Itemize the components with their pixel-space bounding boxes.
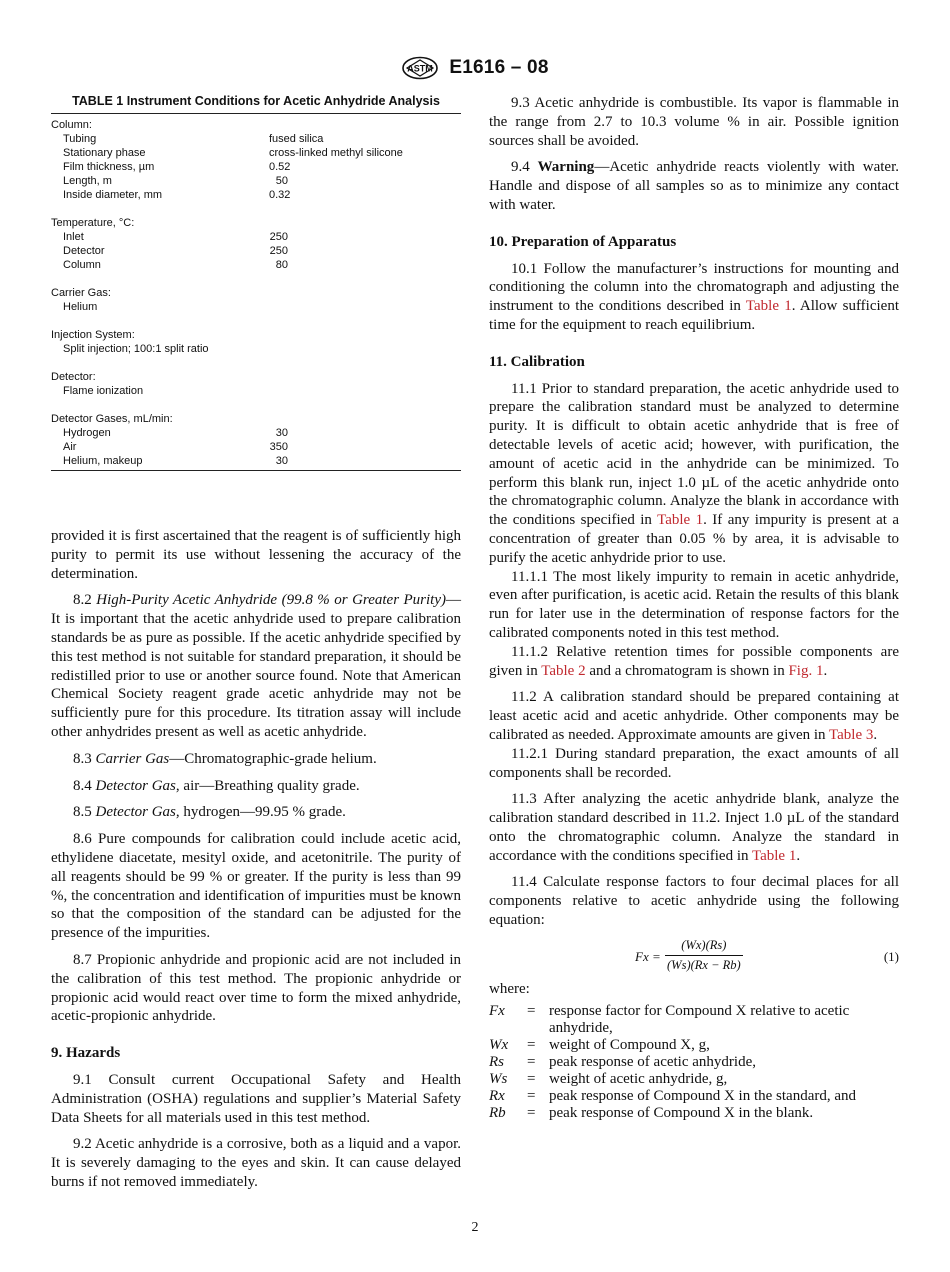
paragraph-11-3: 11.3 After analyzing the acetic anhydride blank, analyze the calibration standard described in 11.2. Inject 1.0 µL of the standard onto the chromatographic column. Analyze the standard in accordance with the conditions specified in Table 1.	[489, 791, 899, 864]
table-row	[51, 440, 461, 454]
table-row	[51, 300, 461, 314]
variable-definition: Rx = peak response of Compound X in the standard, and	[489, 1088, 899, 1105]
table-row-label: Film thickness, µm	[63, 161, 155, 173]
table-row	[51, 454, 461, 468]
table-row-value: 350	[269, 441, 288, 453]
table-row	[51, 188, 461, 202]
table-group	[51, 328, 461, 356]
table-row-label: Split injection; 100:1 split ratio	[63, 343, 209, 355]
paragraph-11-4: 11.4 Calculate response factors to four decimal places for all components relative to acetic anhydride using the following equation:	[489, 874, 899, 929]
variable-definition: Rs = peak response of acetic anhydride,	[489, 1054, 899, 1071]
variable-description: weight of acetic anhydride, g,	[549, 1070, 728, 1087]
table-1-link[interactable]: Table 1	[745, 298, 792, 315]
astm-logo-icon	[401, 56, 439, 80]
table-row-value: cross-linked methyl silicone	[269, 147, 403, 159]
paragraph-8-6: 8.6 Pure compounds for calibration could include acetic acid, ethylidene diacetate, mesityl oxide, and acetonitrile. The purity of all reagents should be 99 % or greater. If the purity is less than 99 %, the concentration and identification of impurities must be known so that the composition of the standard can be adjusted for the presence of the impurities.	[51, 831, 461, 942]
variable-description: peak response of acetic anhydride,	[549, 1053, 756, 1070]
table-group-heading: Temperature, °C:	[51, 217, 135, 229]
table-body	[51, 114, 461, 471]
table-row-label: Length, m	[63, 175, 112, 187]
table-group-heading: Column:	[51, 119, 92, 131]
variable-symbol: Rb	[489, 1104, 506, 1121]
instrument-conditions-table	[51, 94, 461, 471]
table-group	[51, 412, 461, 468]
table-row-value: 0.52	[269, 161, 291, 173]
table-1-link[interactable]: Table 1	[657, 512, 704, 529]
variable-symbol: Rx	[489, 1087, 505, 1104]
equation-lhs: Fx =	[635, 948, 661, 964]
table-row-label: Helium	[63, 301, 98, 313]
paragraph-11-1: 11.1 Prior to standard preparation, the acetic anhydride used to prepare the calibration standard must be analyzed to determine purity. It is difficult to obtain acetic anhydride that is free of detectable levels of acetic acid; however, with purification, the amount of acetic acid in the anhydride can be minimized. To perform this blank run, inject 1.0 µL of the acetic anhydride onto the chromatographic column. Analyze the blank in accordance with the conditions specified in Table 1. If any impurity is present at a concentration of greater than 0.05 % by area, it is advisable to purify the acetic anhydride prior to use.	[489, 380, 899, 566]
variable-definition: Ws = weight of acetic anhydride, g,	[489, 1071, 899, 1088]
table-row-value: 250	[269, 245, 288, 257]
paragraph-8-3: 8.3 Carrier Gas—Chromatographic-grade helium.	[73, 750, 377, 767]
page-header	[0, 56, 950, 80]
paragraph-8-7: 8.7 Propionic anhydride and propionic acid are not included in the calibration of this test method. The propionic anhydride or propionic acid would react over time to form the mixed anhydride, acetic-propionic anhydride.	[51, 951, 461, 1025]
variable-symbol: Fx	[489, 1002, 505, 1019]
table-1-link[interactable]: Table 1	[751, 847, 797, 864]
table-row-label: Stationary phase	[63, 147, 146, 159]
section-heading-hazards: 9. Hazards	[51, 1045, 121, 1062]
left-column	[51, 527, 461, 1192]
table-row-label: Inlet	[63, 231, 84, 243]
table-3-link[interactable]: Table 3	[829, 726, 874, 743]
table-row-label: Tubing	[63, 133, 97, 145]
table-title: TABLE 1 Instrument Conditions for Acetic Anhydride Analysis	[51, 94, 461, 114]
table-row-value: 80	[275, 259, 288, 271]
paragraph-8-2: 8.2 High-Purity Acetic Anhydride (99.8 % or Greater Purity)—It is important that the acetic anhydride used to prepare calibration standards be as pure as possible. If the acetic anhydride specified by this test method is not suitable for standard preparation, it should be redistilled prior to use or another source found. Note that American Chemical Society reagent grade acetic anhydride may not be sufficiently pure for this procedure. Its titration assay will include other anhydrides present as well as acetic anhydride.	[51, 592, 461, 740]
paragraph-9-3: 9.3 Acetic anhydride is combustible. Its vapor is flammable in the range from 2.7 to 10.3 volume % in air. Possible ignition sources shall be avoided.	[489, 95, 899, 149]
table-row-label: Detector	[63, 245, 105, 257]
paragraph-11-1-2: 11.1.2 Relative retention times for possible components are given in Table 2 and a chromatogram is shown in Fig. 1.	[489, 643, 899, 679]
variable-description: peak response of Compound X in the blank.	[549, 1104, 814, 1121]
table-row	[51, 384, 461, 398]
table-row-value	[269, 384, 461, 398]
table-row-label: Flame ionization	[63, 385, 144, 397]
table-row-label: Hydrogen	[63, 427, 111, 439]
table-row	[51, 146, 461, 160]
table-row	[51, 426, 461, 440]
table-row	[51, 244, 461, 258]
paragraph-8-5: 8.5 Detector Gas, hydrogen—99.95 % grade.	[73, 804, 346, 821]
paragraph-11-2: 11.2 A calibration standard should be prepared containing at least acetic acid and acetic anhydride. Other components may be calibrated as needed. Approximate amounts are given in Table 3.	[489, 689, 899, 743]
table-row-label: Air	[63, 441, 77, 453]
table-row-label: Helium, makeup	[63, 455, 143, 467]
table-row-label: Column	[63, 259, 101, 271]
table-row	[51, 342, 461, 356]
section-heading-preparation: 10. Preparation of Apparatus	[489, 233, 677, 250]
figure-1-link[interactable]: Fig. 1	[788, 662, 824, 679]
paragraph-10-1: 10.1 Follow the manufacturer’s instructions for mounting and conditioning the column into the chromatograph and adjusting the instrument to the conditions described in Table 1. Allow sufficient time for the equipment to reach equilibrium.	[489, 260, 899, 333]
equation-numerator: (Wx)(Rs)	[665, 936, 743, 956]
table-row-value	[269, 342, 461, 356]
variable-description: weight of Compound X, g,	[549, 1036, 710, 1053]
document-designation: E1616 – 08	[449, 57, 549, 78]
table-row-value	[269, 300, 461, 314]
variable-symbol: Ws	[489, 1070, 508, 1087]
paragraph-continuation: provided it is first ascertained that the reagent is of sufficiently high purity to permit its use without lessening the accuracy of the determination.	[51, 528, 461, 582]
equation-denominator: (Ws)(Rx − Rb)	[667, 957, 741, 972]
table-group-heading: Detector:	[51, 371, 96, 383]
table-row-value: 250	[269, 231, 288, 243]
table-2-link[interactable]: Table 2	[541, 662, 586, 679]
paragraph-11-1-1: 11.1.1 The most likely impurity to remain in acetic anhydride, even after purification, is acetic acid. Retain the results of this blank run for later use in the determination of response factors for the calibrated components noted in this test method.	[489, 568, 899, 641]
table-row-value: 50	[275, 175, 288, 187]
variable-symbol: Wx	[489, 1036, 509, 1053]
svg-text:ASTM: ASTM	[407, 63, 434, 74]
table-group	[51, 216, 461, 272]
table-row-value: 0.32	[269, 189, 291, 201]
table-row-value: 30	[275, 427, 288, 439]
right-column	[489, 94, 899, 1122]
paragraph-9-4: 9.4 Warning—Acetic anhydride reacts violently with water. Handle and dispose of all samples so as to minimize any contact with water.	[489, 159, 899, 213]
variable-symbol: Rs	[489, 1053, 504, 1070]
response-factor-equation	[489, 936, 899, 980]
table-row	[51, 258, 461, 272]
variable-definition: Rb = peak response of Compound X in the blank.	[489, 1105, 899, 1122]
variable-definitions	[489, 1003, 899, 1122]
table-group-heading: Carrier Gas:	[51, 287, 111, 299]
table-group	[51, 286, 461, 314]
paragraph-11-2-1: 11.2.1 During standard preparation, the exact amounts of all components shall be recorded.	[489, 745, 899, 781]
table-row	[51, 160, 461, 174]
page-number: 2	[471, 1220, 479, 1235]
table-group-heading: Injection System:	[51, 329, 135, 341]
table-row-value: 30	[275, 455, 288, 467]
variable-description: peak response of Compound X in the standard, and	[549, 1087, 857, 1104]
variable-definition: Wx = weight of Compound X, g,	[489, 1037, 899, 1054]
section-heading-calibration: 11. Calibration	[489, 353, 585, 370]
equation-fraction	[665, 936, 743, 975]
variable-description: response factor for Compound X relative to acetic anhydride,	[549, 1002, 850, 1036]
table-row	[51, 230, 461, 244]
table-group-heading: Detector Gases, mL/min:	[51, 413, 173, 425]
variable-definition: Fx = response factor for Compound X relative to acetic anhydride,	[489, 1003, 899, 1037]
table-row	[51, 132, 461, 146]
paragraph-9-1: 9.1 Consult current Occupational Safety and Health Administration (OSHA) regulations and supplier’s Material Safety Data Sheets for all materials used in this test method.	[51, 1071, 461, 1126]
paragraph-9-2: 9.2 Acetic anhydride is a corrosive, both as a liquid and a vapor. It is severely damaging to the eyes and skin. It can cause delayed burns if not removed immediately.	[51, 1136, 461, 1190]
table-row-value: fused silica	[269, 133, 324, 145]
where-label: where:	[489, 980, 530, 997]
table-row	[51, 174, 461, 188]
table-group	[51, 370, 461, 398]
table-group	[51, 118, 461, 202]
table-row-label: Inside diameter, mm	[63, 189, 163, 201]
equation-number: (1)	[883, 948, 899, 964]
paragraph-8-4: 8.4 Detector Gas, air—Breathing quality grade.	[73, 777, 360, 794]
